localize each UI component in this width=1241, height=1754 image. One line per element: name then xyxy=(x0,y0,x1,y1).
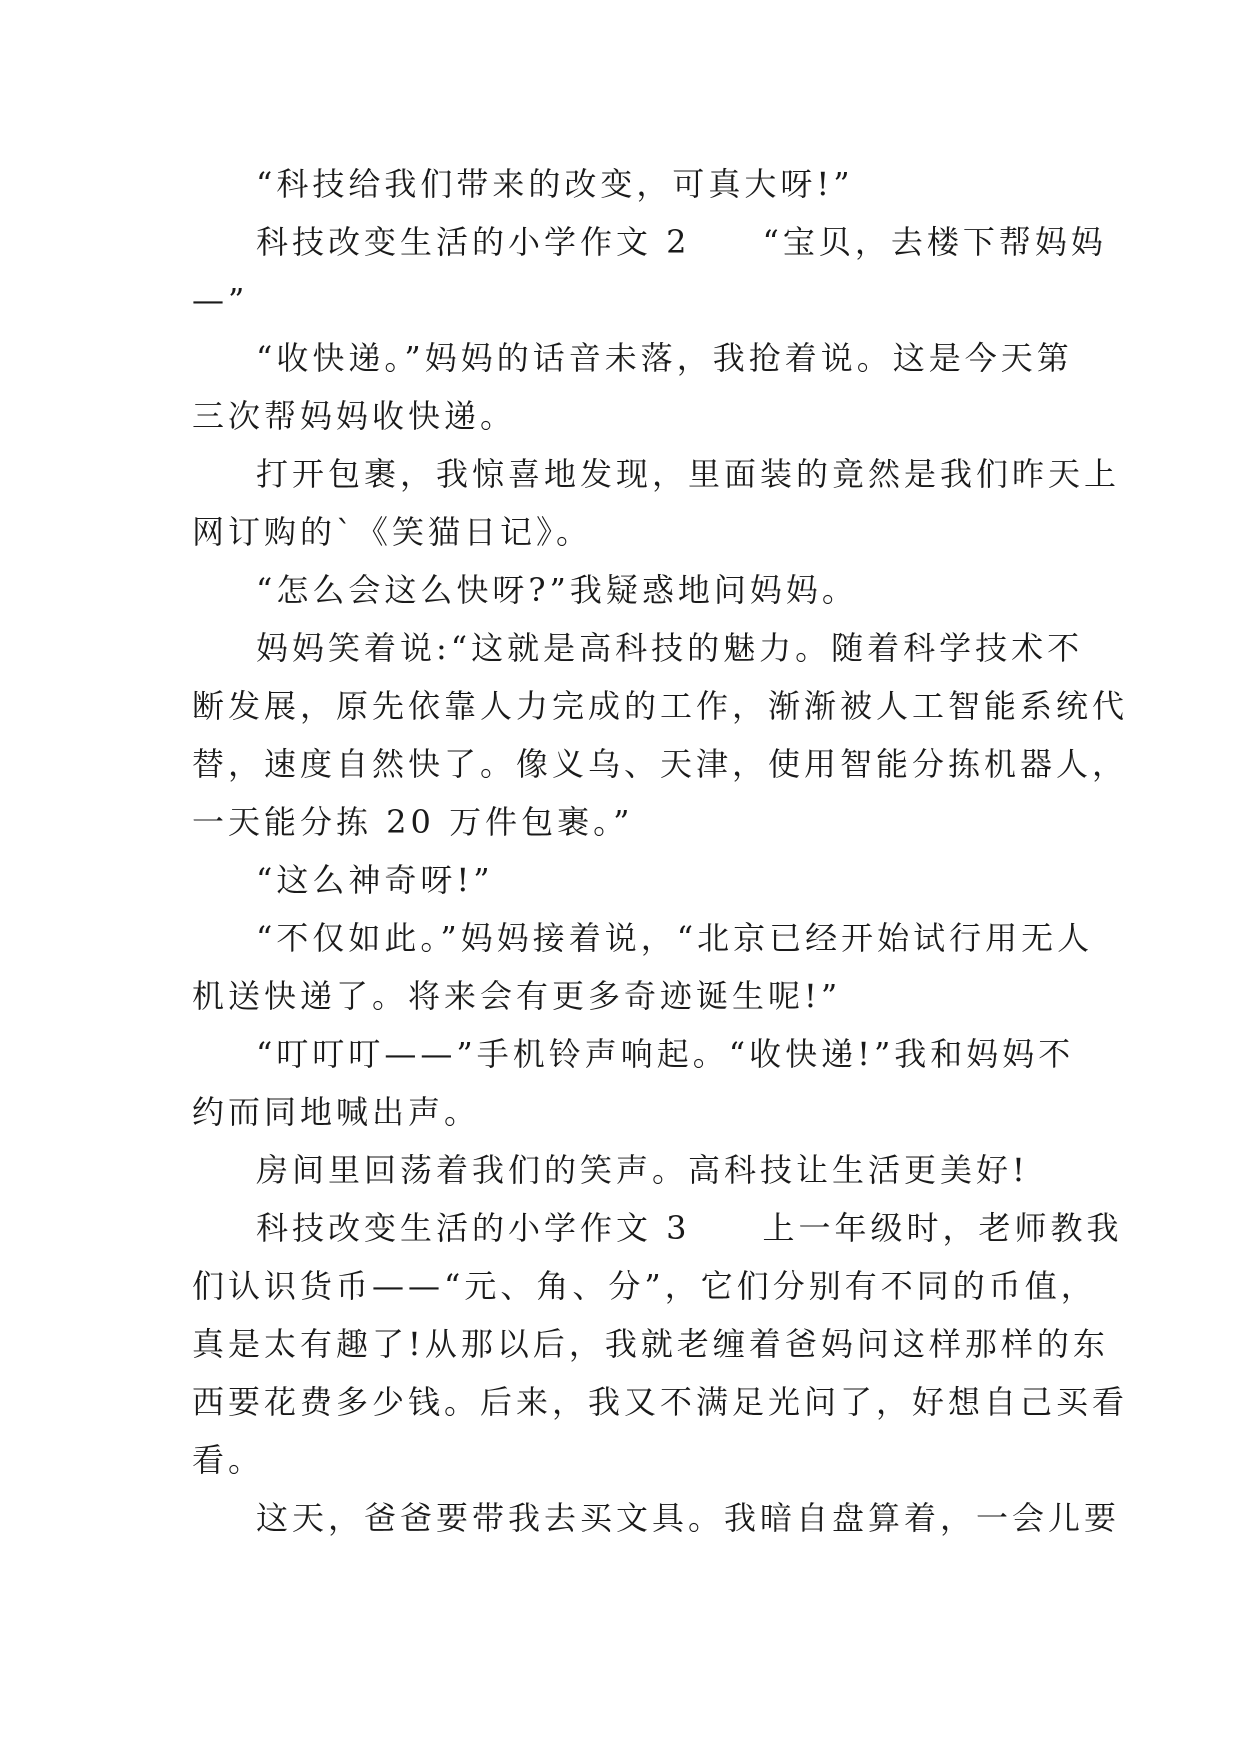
paragraph-line: 科技改变生活的小学作文 3 上一年级时，老师教我 xyxy=(256,1209,1123,1247)
paragraph-line: “怎么会这么快呀?”我疑惑地问妈妈。 xyxy=(256,571,858,609)
paragraph-line: 断发展，原先依靠人力完成的工作，渐渐被人工智能系统代 xyxy=(192,687,1129,725)
paragraph-line: —” xyxy=(192,281,249,319)
paragraph-line: 一天能分拣 20 万件包裹。” xyxy=(192,803,634,841)
paragraph-line: 约而同地喊出声。 xyxy=(192,1093,481,1131)
paragraph-line: 三次帮妈妈收快递。 xyxy=(192,397,517,435)
paragraph-line: 妈妈笑着说:“这就是高科技的魅力。随着科学技术不 xyxy=(256,629,1084,667)
paragraph-line: 西要花费多少钱。后来，我又不满足光问了，好想自己买看 xyxy=(192,1383,1129,1421)
paragraph-line: 机送快递了。将来会有更多奇迹诞生呢!” xyxy=(192,977,842,1015)
paragraph-line: “这么神奇呀!” xyxy=(256,861,494,899)
paragraph-line: 真是太有趣了!从那以后，我就老缠着爸妈问这样那样的东 xyxy=(192,1325,1109,1363)
essay-text xyxy=(192,155,1129,1547)
paragraph-line: 网订购的`《笑猫日记》。 xyxy=(192,513,593,551)
paragraph-line: 们认识货币——“元、角、分”，它们分别有不同的币值， xyxy=(192,1267,1097,1305)
paragraph-line: “不仅如此。”妈妈接着说，“北京已经开始试行用无人 xyxy=(256,919,1094,957)
paragraph-line: 这天，爸爸要带我去买文具。我暗自盘算着，一会儿要 xyxy=(256,1499,1121,1537)
paragraph-line: 打开包裹，我惊喜地发现，里面装的竟然是我们昨天上 xyxy=(256,455,1121,493)
paragraph-line: 看。 xyxy=(192,1441,265,1479)
paragraph-line: 科技改变生活的小学作文 2 “宝贝，去楼下帮妈妈 xyxy=(256,223,1107,261)
paragraph-line: “收快递。”妈妈的话音未落，我抢着说。这是今天第 xyxy=(256,339,1073,377)
paragraph-line: 房间里回荡着我们的笑声。高科技让生活更美好! xyxy=(256,1151,1029,1189)
paragraph-line: “科技给我们带来的改变，可真大呀!” xyxy=(256,165,854,203)
paragraph-line: “叮叮叮——”手机铃声响起。“收快递!”我和妈妈不 xyxy=(256,1035,1075,1073)
paragraph-line: 替，速度自然快了。像义乌、天津，使用智能分拣机器人， xyxy=(192,745,1129,783)
